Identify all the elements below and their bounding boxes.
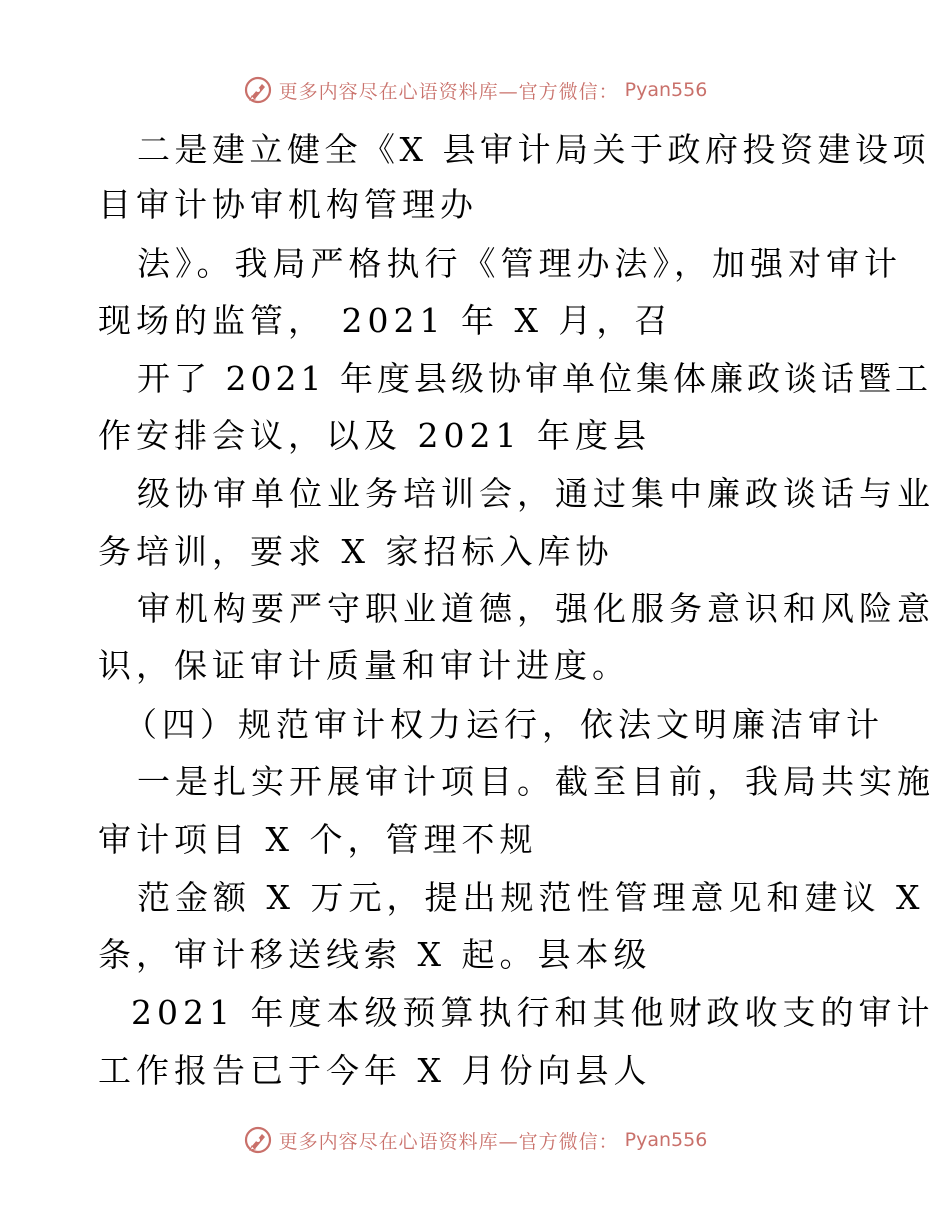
watermark-text: 更多内容尽在心语资料库—官方微信： (278, 80, 619, 103)
body-line: 法》。我局严格执行《管理办法》，加强对审计 (137, 244, 902, 283)
header-watermark (0, 70, 950, 110)
body-line: 目审计协审机构管理办 (98, 185, 478, 224)
body-line: 2021 年度本级预算执行和其他财政收支的审计 (131, 993, 935, 1032)
body-line: 识，保证审计质量和审计进度。 (98, 646, 630, 685)
pen-logo-icon (243, 1125, 273, 1155)
body-line: 条，审计移送线索 X 起。县本级 (98, 935, 652, 974)
body-line: 开了 2021 年度县级协审单位集体廉政谈话暨工 (137, 359, 932, 398)
watermark-text: 更多内容尽在心语资料库—官方微信： (278, 1130, 619, 1153)
body-line: 务培训，要求 X 家招标入库协 (98, 532, 614, 571)
body-line: 审计项目 X 个，管理不规 (98, 820, 538, 859)
body-line: 一是扎实开展审计项目。截至目前，我局共实施 (137, 762, 935, 801)
body-line: 范金额 X 万元，提出规范性管理意见和建议 X (137, 878, 925, 917)
body-line: 工作报告已于今年 X 月份向县人 (98, 1051, 652, 1090)
body-line: 级协审单位业务培训会，通过集中廉政谈话与业 (137, 474, 935, 513)
watermark-wechat-id: Pyan556 (624, 1129, 708, 1151)
watermark-wechat-id: Pyan556 (624, 79, 708, 101)
pen-logo-icon (243, 75, 273, 105)
footer-watermark (0, 1120, 950, 1160)
body-line: 作安排会议，以及 2021 年度县 (98, 416, 651, 455)
body-line: 审机构要严守职业道德，强化服务意识和风险意 (137, 589, 935, 628)
body-line: 二是建立健全《X 县审计局关于政府投资建设项 (137, 130, 930, 169)
section-heading: （四）规范审计权力运行，依法文明廉洁审计 (124, 705, 884, 744)
body-line: 现场的监管， 2021 年 X 月，召 (98, 301, 673, 340)
